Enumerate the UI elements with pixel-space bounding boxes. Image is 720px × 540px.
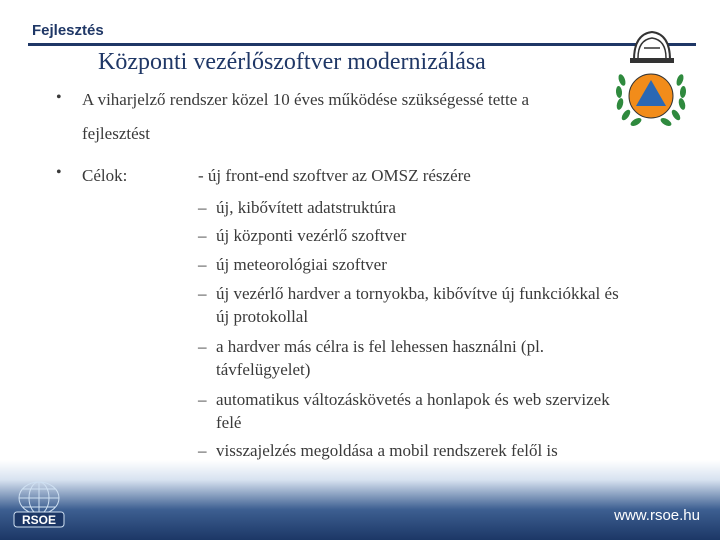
dash-marker: – bbox=[198, 284, 207, 303]
dash-marker: – bbox=[198, 198, 207, 217]
sub-item-continued: felé bbox=[216, 413, 242, 432]
goals-intro: - új front-end szoftver az OMSZ részére bbox=[198, 166, 471, 185]
sub-item: új központi vezérlő szoftver bbox=[216, 226, 407, 245]
bullet-text-continued: fejlesztést bbox=[82, 124, 150, 143]
dash-marker: – bbox=[198, 255, 207, 274]
sub-item: a hardver más célra is fel lehessen használni (pl. bbox=[216, 337, 545, 356]
sub-item: új vezérlő hardver a tornyokba, kibővítve új funkciókkal és bbox=[216, 284, 619, 303]
bullet-text: A viharjelző rendszer közel 10 éves működése szükségessé tette a bbox=[82, 90, 530, 109]
rsoe-logo-icon bbox=[8, 476, 70, 536]
sub-item: visszajelzés megoldása a mobil rendszerek felől is bbox=[216, 441, 558, 460]
bullet-marker: • bbox=[56, 89, 62, 106]
page-title: Központi vezérlőszoftver modernizálása bbox=[98, 49, 486, 75]
bullet-marker: • bbox=[56, 164, 62, 181]
goals-label: Célok: bbox=[82, 166, 128, 185]
sub-item-continued: távfelügyelet) bbox=[216, 360, 311, 379]
civil-protection-emblem-icon bbox=[610, 20, 692, 130]
dash-marker: – bbox=[198, 390, 207, 409]
sub-item: új, kibővített adatstruktúra bbox=[216, 198, 396, 217]
dash-marker: – bbox=[198, 441, 207, 460]
header-rule bbox=[28, 43, 696, 46]
sub-item: új meteorológiai szoftver bbox=[216, 255, 387, 274]
footer-band bbox=[0, 460, 720, 540]
footer-url[interactable]: www.rsoe.hu bbox=[614, 507, 700, 524]
dash-marker: – bbox=[198, 226, 207, 245]
sub-item-continued: új protokollal bbox=[216, 307, 309, 326]
logo-text: RSOE bbox=[21, 513, 57, 527]
dash-marker: – bbox=[198, 337, 207, 356]
section-label: Fejlesztés bbox=[32, 22, 104, 39]
sub-item: automatikus változáskövetés a honlapok és web szervizek bbox=[216, 390, 610, 409]
